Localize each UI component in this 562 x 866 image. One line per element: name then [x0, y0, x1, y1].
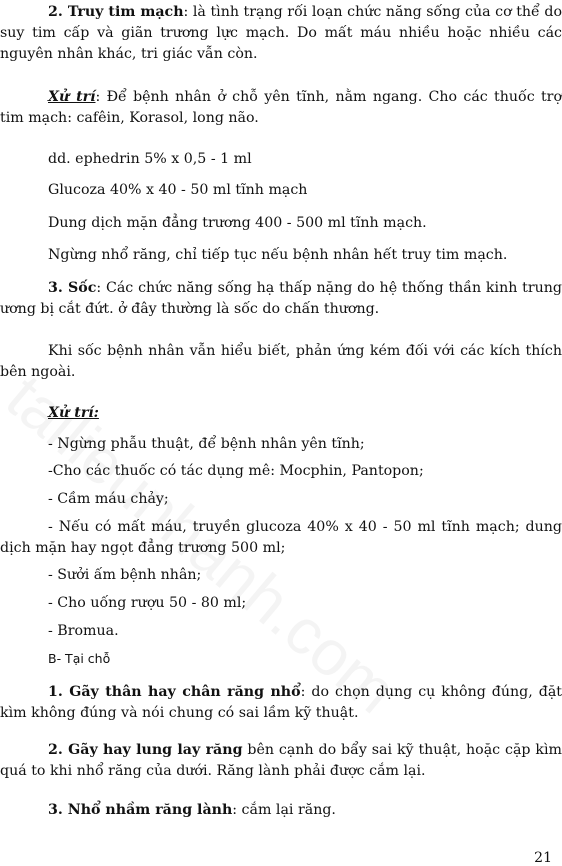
heading-soc: 3. Sốc: [48, 280, 97, 296]
page-number: 21: [534, 850, 552, 866]
list-item-ngung-phau-thuat: - Ngừng phẫu thuật, để bệnh nhân yên tĩnh;: [48, 436, 365, 452]
label-xu-tri: Xử trí: [48, 89, 96, 105]
paragraph-truy-tim-mach: [0, 2, 562, 65]
list-item-bromua: - Bromua.: [48, 623, 119, 639]
paragraph-xu-tri-1: [0, 87, 562, 129]
heading-gay-than-rang: 1. Gãy thân hay chân răng nhổ: [48, 684, 301, 700]
heading-truy-tim-mach: 2. Truy tim mạch: [48, 4, 184, 20]
paragraph-gay-lung-lay: [0, 740, 562, 782]
paragraph-text: : là tình trạng rối loạn chức năng sống của cơ thể do suy tim cấp và giãn trương lực mạch. Do mất máu nhiều hoặc nhiều các nguyên nhân khác, tri giác vẫn còn.: [0, 4, 562, 62]
line-dung-dich: Dung dịch mặn đẳng trương 400 - 500 ml tĩnh mạch.: [48, 215, 427, 231]
heading-gay-lung-lay: 2. Gãy hay lung lay răng: [48, 742, 243, 758]
paragraph-text: bên cạnh do bẩy sai kỹ thuật, hoặc cặp kìm quá to khi nhổ răng của dưới. Răng lành phải được cắm lại.: [0, 742, 562, 779]
list-item-uong-ruou: - Cho uống rượu 50 - 80 ml;: [48, 595, 247, 611]
list-item-cam-mau: - Cầm máu chảy;: [48, 491, 169, 507]
label-xu-tri-2: [0, 403, 562, 424]
paragraph-text: : cắm lại răng.: [232, 802, 336, 818]
paragraph-soc: [0, 278, 562, 320]
line-ngung-nho-rang: Ngừng nhổ răng, chỉ tiếp tục nếu bệnh nhân hết truy tim mạch.: [48, 247, 508, 263]
list-item-thuoc-me: -Cho các thuốc có tác dụng mê: Mocphin, Pantopon;: [48, 463, 424, 479]
paragraph-text: : Các chức năng sống hạ thấp nặng do hệ thống thần kinh trung ương bị cắt đứt. ở đây thường là sốc do chấn thương.: [0, 280, 562, 317]
paragraph-text: : do chọn dụng cụ không đúng, đặt kìm không đúng và nói chung có sai lầm kỹ thuật.: [0, 684, 562, 721]
line-glucoza: Glucoza 40% x 40 - 50 ml tĩnh mạch: [48, 182, 308, 198]
paragraph-gay-than-rang: [0, 682, 562, 724]
label-xu-tri-text: Xử trí:: [48, 405, 99, 421]
list-item-suoi-am: - Sưởi ấm bệnh nhân;: [48, 567, 202, 583]
section-heading-tai-cho: B- Tại chỗ: [48, 651, 111, 666]
heading-nho-nham: 3. Nhổ nhầm răng lành: [48, 802, 233, 818]
paragraph-nho-nham: [0, 800, 562, 821]
list-item-truyen-glucoza: - Nếu có mất máu, truyền glucoza 40% x 40 - 50 ml tĩnh mạch; dung dịch mặn hay ngọt đẳng trương 500 ml;: [0, 519, 562, 556]
paragraph-text: : Để bệnh nhân ở chỗ yên tĩnh, nằm ngang. Cho các thuốc trợ tim mạch: cafêin, Korasol, long não.: [0, 89, 562, 126]
paragraph-khi-soc: Khi sốc bệnh nhân vẫn hiểu biết, phản ứng kém đối với các kích thích bên ngoài.: [0, 343, 562, 380]
line-ephedrin: dd. ephedrin 5% x 0,5 - 1 ml: [48, 151, 252, 167]
